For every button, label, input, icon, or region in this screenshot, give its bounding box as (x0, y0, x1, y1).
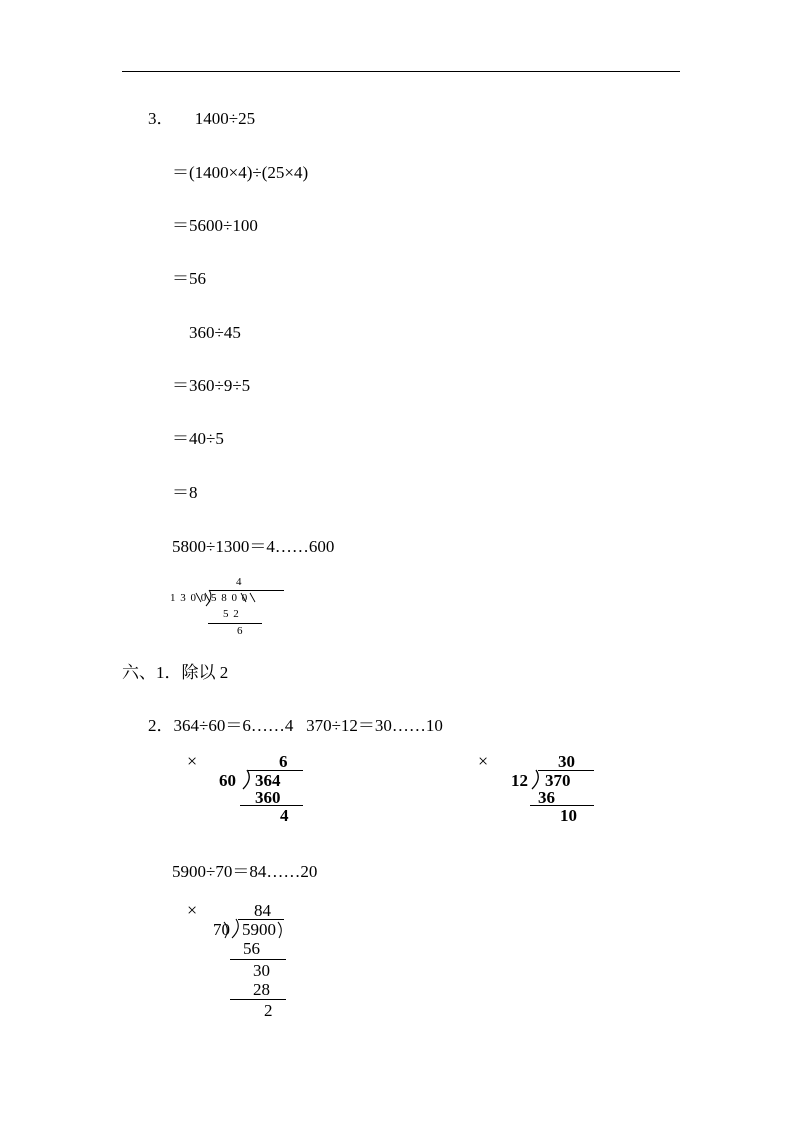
divisor: 70 (213, 920, 230, 939)
divisor: 12 (511, 771, 528, 790)
remainder: 10 (560, 806, 577, 825)
subtraction-line (230, 959, 286, 960)
step-line: ＝5600÷100 (172, 216, 258, 235)
cross-mark-icon: × (187, 751, 198, 771)
dividend: 5900 (242, 920, 276, 939)
expression-line: 360÷45 (189, 323, 241, 342)
partial-product: 36 (538, 788, 555, 807)
long-division-2 (215, 752, 315, 824)
quotient: 4 (236, 576, 242, 588)
long-division-4 (210, 898, 310, 1023)
partial-difference: 30 (253, 961, 270, 980)
dividend: 5 8 0 0 (211, 592, 249, 604)
remainder: 4 (280, 806, 289, 825)
divisor: 1 3 0 0 (170, 592, 208, 604)
partial-product: 56 (243, 939, 260, 958)
dividend: 364 (255, 771, 281, 790)
long-division-1 (168, 574, 298, 640)
quotient: 30 (558, 752, 575, 771)
equation-line: 5900÷70＝84……20 (172, 862, 318, 881)
quotient: 6 (279, 752, 288, 771)
quotient: 84 (254, 901, 271, 920)
subtraction-line (208, 623, 262, 624)
cross-mark-icon: × (478, 751, 489, 771)
section-6-heading: 六、1．除以 2 (122, 663, 229, 682)
remainder: 2 (264, 1001, 273, 1020)
cross-mark-icon: × (187, 900, 198, 920)
cross-out-zeros (168, 590, 288, 606)
step-line: ＝8 (172, 483, 198, 502)
header-rule (122, 71, 680, 72)
problem-2-equations: 2．364÷60＝6……4 370÷12＝30……10 (148, 716, 443, 735)
partial-product: 5 2 (223, 608, 240, 620)
long-division-3 (508, 752, 608, 824)
dividend: 370 (545, 771, 571, 790)
subtraction-line (240, 805, 303, 806)
partial-product: 360 (255, 788, 281, 807)
step-line: ＝40÷5 (172, 429, 224, 448)
step-line: ＝(1400×4)÷(25×4) (172, 163, 309, 182)
partial-product: 28 (253, 980, 270, 999)
equation-line: 5800÷1300＝4……600 (172, 537, 335, 556)
step-line: ＝56 (172, 269, 206, 288)
division-bracket (241, 769, 253, 791)
problem-3-heading: 3． 1400÷25 (148, 109, 256, 128)
remainder: 6 (237, 625, 243, 637)
subtraction-line (230, 999, 286, 1000)
divisor: 60 (219, 771, 236, 790)
step-line: ＝360÷9÷5 (172, 376, 251, 395)
